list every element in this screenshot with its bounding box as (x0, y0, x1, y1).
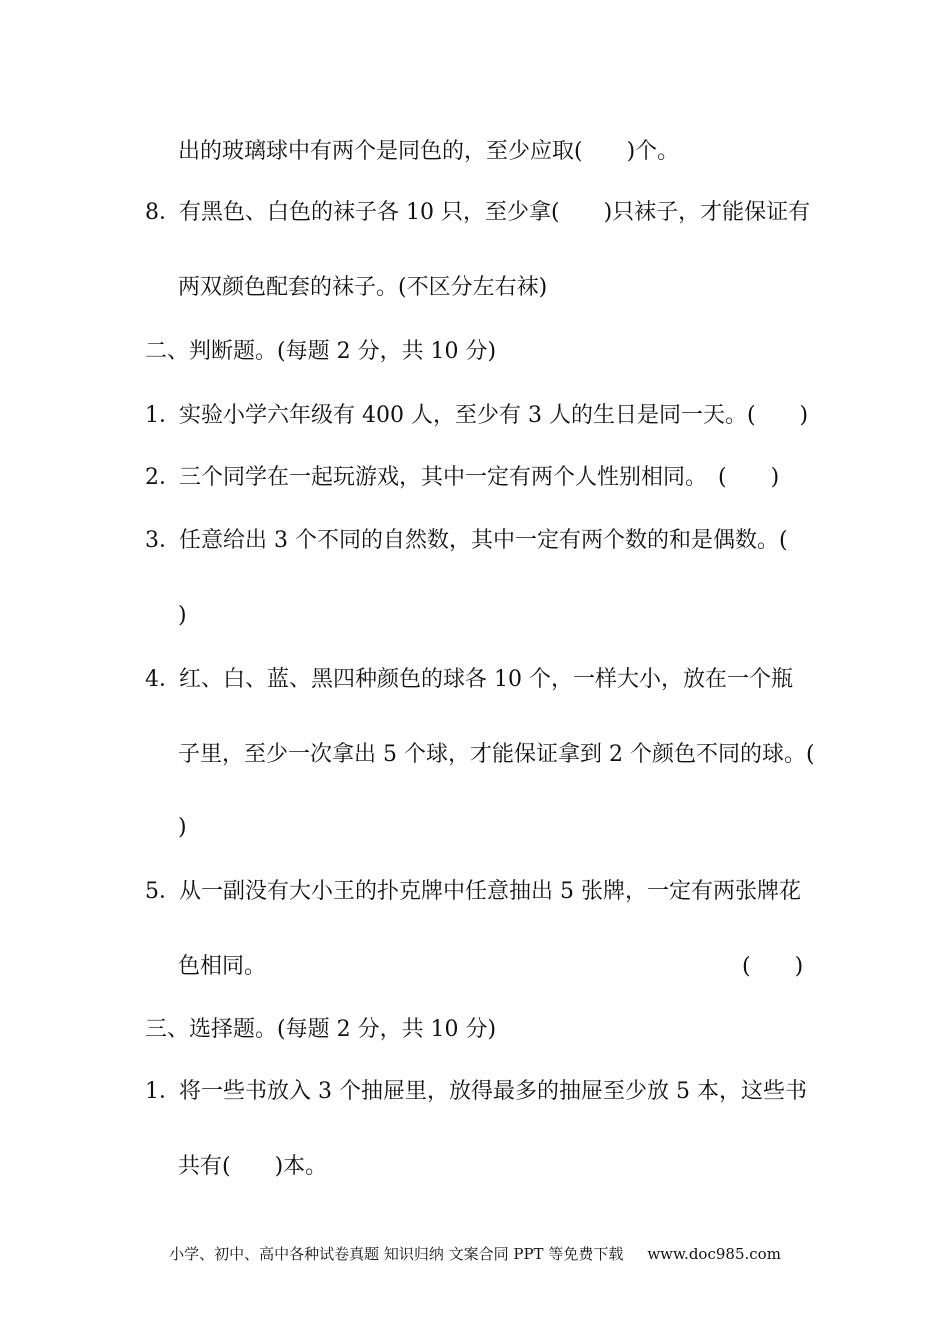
question-text: 有黑色、白色的袜子各 10 只，至少拿( )只袜子，才能保证有 (179, 200, 811, 225)
question-8-line-2: 两双颜色配套的袜子。(不区分左右袜) (178, 275, 548, 300)
judgement-4-line-3: ) (178, 815, 187, 840)
section-heading-judgement: 二、判断题。(每题 2 分，共 10 分) (145, 339, 497, 364)
judgement-1 (145, 401, 808, 431)
question-text: 实验小学六年级有 400 人，至少有 3 人的生日是同一天。( ) (179, 403, 809, 428)
section-heading-choice: 三、选择题。(每题 2 分，共 10 分) (145, 1017, 497, 1042)
judgement-5-line-2: 色相同。 (178, 954, 267, 979)
page-footer (0, 1242, 950, 1266)
choice-1-line-1 (145, 1077, 807, 1107)
judgement-5-line-1 (145, 877, 801, 907)
question-text: 将一些书放入 3 个抽屉里，放得最多的抽屉至少放 5 本，这些书 (179, 1079, 807, 1104)
question-text: 任意给出 3 个不同的自然数，其中一定有两个数的和是偶数。( (179, 528, 788, 553)
question-number: 5． (145, 879, 181, 904)
footer-site-link[interactable]: www.doc985.com (647, 1245, 781, 1263)
judgement-4-line-2: 子里，至少一次拿出 5 个球，才能保证拿到 2 个颜色不同的球。( (178, 742, 815, 767)
judgement-2 (145, 463, 779, 493)
question-number: 3． (145, 528, 181, 553)
question-number: 1． (145, 403, 181, 428)
text-line-continuation: 出的玻璃球中有两个是同色的，至少应取( )个。 (178, 139, 680, 164)
question-text: 三个同学在一起玩游戏，其中一定有两个人性别相同。 ( ) (179, 465, 780, 490)
judgement-3-line-1 (145, 526, 788, 556)
judgement-3-line-2: ) (178, 603, 187, 628)
question-text: 从一副没有大小王的扑克牌中任意抽出 5 张牌，一定有两张牌花 (179, 879, 801, 904)
question-text: 红、白、蓝、黑四种颜色的球各 10 个，一样大小，放在一个瓶 (179, 667, 793, 692)
judgement-4-line-1 (145, 665, 793, 695)
question-number: 2． (145, 465, 181, 490)
question-number: 4． (145, 667, 181, 692)
question-number: 1． (145, 1079, 181, 1104)
question-number: 8． (145, 200, 181, 225)
answer-paren: ( ) (742, 954, 804, 979)
question-8-line-1 (145, 198, 810, 228)
choice-1-line-2: 共有( )本。 (178, 1154, 328, 1179)
footer-text: 小学、初中、高中各种试卷真题 知识归纳 文案合同 PPT 等免费下载 (169, 1245, 624, 1263)
